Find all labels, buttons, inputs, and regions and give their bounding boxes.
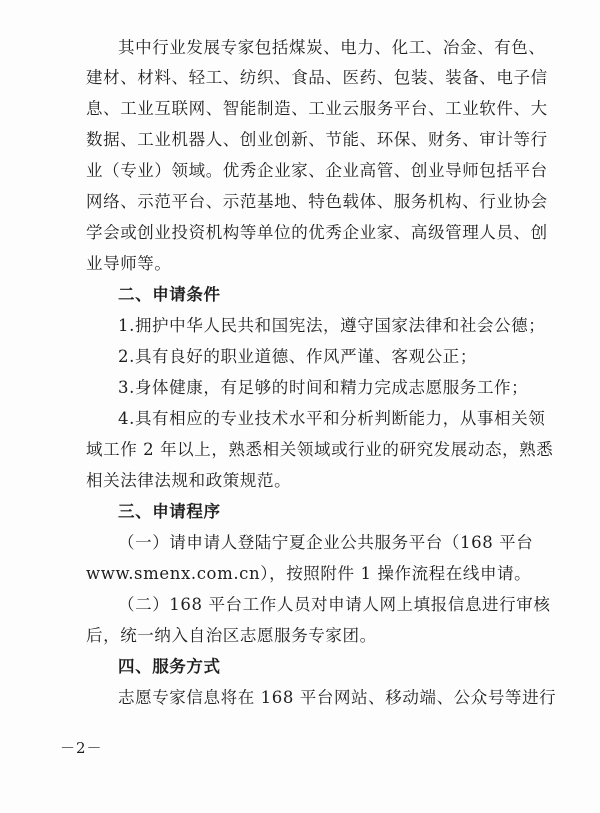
paragraph-experts-line-8: 业导师等。 xyxy=(86,254,172,273)
procedure-step-2-line-2: 后，统一纳入自治区志愿服务专家团。 xyxy=(86,626,377,645)
paragraph-experts-line-4: 数据、工业机器人、创业创新、节能、环保、财务、审计等行 xyxy=(86,130,548,149)
section-heading-procedure: 三、申请程序 xyxy=(118,502,221,521)
service-method-line-1: 志愿专家信息将在 168 平台网站、移动端、公众号等进行 xyxy=(118,688,557,707)
condition-4-line-2: 域工作 2 年以上，熟悉相关领域或行业的研究发展动态，熟悉 xyxy=(86,440,554,459)
paragraph-experts-line-3: 息、工业互联网、智能制造、工业云服务平台、工业软件、大 xyxy=(86,99,548,118)
paragraph-experts-line-7: 学会或创业投资机构等单位的优秀企业家、高级管理人员、创 xyxy=(86,223,548,242)
paragraph-experts-line-2: 建材、材料、轻工、纺织、食品、医药、包装、装备、电子信 xyxy=(86,68,548,87)
section-heading-conditions: 二、申请条件 xyxy=(118,285,221,304)
procedure-step-2-line-1: （二）168 平台工作人员对申请人网上填报信息进行审核 xyxy=(118,595,551,614)
condition-1: 1.拥护中华人民共和国宪法，遵守国家法律和社会公德； xyxy=(118,316,546,335)
condition-2: 2.具有良好的职业道德、作风严谨、客观公正； xyxy=(118,347,477,366)
procedure-step-1-line-2: www.smenx.com.cn），按照附件 1 操作流程在线申请。 xyxy=(86,564,532,583)
condition-4-line-3: 相关法律法规和政策规范。 xyxy=(86,471,292,490)
condition-4-line-1: 4.具有相应的专业技术水平和分析判断能力，从事相关领 xyxy=(118,409,546,428)
section-heading-service-method: 四、服务方式 xyxy=(118,657,221,676)
paragraph-experts-line-1: 其中行业发展专家包括煤炭、电力、化工、冶金、有色、 xyxy=(118,38,546,57)
paragraph-experts-line-6: 网络、示范平台、示范基地、特色载体、服务机构、行业协会 xyxy=(86,192,548,211)
procedure-step-1-line-1: （一）请申请人登陆宁夏企业公共服务平台（168 平台 xyxy=(118,533,534,552)
condition-3: 3.身体健康，有足够的时间和精力完成志愿服务工作； xyxy=(118,378,529,397)
page-number: －2－ xyxy=(60,739,103,757)
paragraph-experts-line-5: 业（专业）领域。优秀企业家、企业高管、创业导师包括平台 xyxy=(86,161,548,180)
